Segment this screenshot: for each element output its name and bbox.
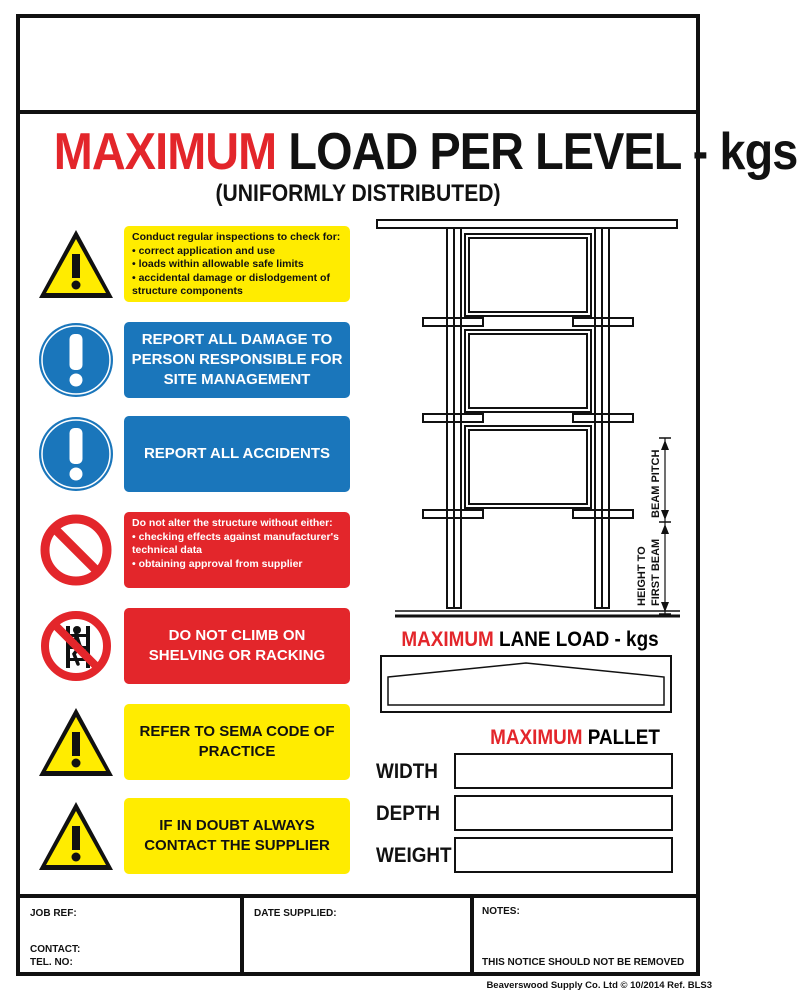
inspections-intro: Conduct regular inspections to check for: — [132, 231, 341, 243]
list-item: • correct application and use — [132, 245, 342, 259]
lane-load-title — [395, 628, 665, 652]
width-field[interactable] — [454, 753, 673, 789]
racking-diagram — [375, 218, 680, 618]
no-alter-panel — [124, 512, 350, 588]
mandatory-exclamation-icon — [36, 322, 116, 398]
notice-row-no-climb — [36, 608, 354, 684]
no-climb-text: DO NOT CLIMB ON SHELVING OR RACKING — [148, 627, 326, 664]
rack-load-notice — [16, 14, 797, 976]
weight-field[interactable] — [454, 837, 673, 873]
depth-field[interactable] — [454, 795, 673, 831]
no-climb-panel — [124, 608, 350, 684]
list-item: • obtaining approval from supplier — [132, 558, 342, 572]
no-climbing-icon — [36, 608, 116, 684]
date-supplied-cell[interactable] — [244, 898, 474, 972]
lane-maximum: MAXIMUM — [401, 628, 494, 651]
contact-label: CONTACT: — [30, 944, 81, 955]
no-alter-list — [132, 531, 342, 572]
job-ref-cell[interactable] — [20, 898, 244, 972]
notice-row-report-accidents — [36, 416, 354, 492]
report-accidents-text: REPORT ALL ACCIDENTS — [143, 445, 331, 462]
title-load-per-level: LOAD PER LEVEL - kgs — [288, 123, 797, 181]
list-item: • accidental damage or dislodgement of structure components — [132, 272, 342, 299]
sema-text: REFER TO SEMA CODE OF PRACTICE — [139, 723, 335, 760]
width-label: WIDTH — [376, 760, 438, 783]
in-doubt-panel — [124, 798, 350, 874]
pallet-title — [472, 726, 679, 750]
tel-label: TEL. NO: — [30, 957, 73, 968]
inspections-list — [132, 245, 342, 299]
publisher-credit: Beaverswood Supply Co. Ltd © 10/2014 Ref. BLS3 — [486, 980, 712, 991]
mandatory-exclamation-icon — [36, 416, 116, 492]
notes-label: NOTES: — [482, 906, 520, 917]
in-doubt-text: IF IN DOUBT ALWAYS CONTACT THE SUPPLIER — [144, 817, 330, 854]
notice-row-in-doubt — [36, 798, 354, 874]
depth-label: DEPTH — [376, 802, 441, 825]
inspections-panel — [124, 226, 350, 302]
warning-triangle-icon — [36, 704, 116, 780]
sema-panel — [124, 704, 350, 780]
notice-row-sema — [36, 704, 354, 780]
do-not-remove-notice: THIS NOTICE SHOULD NOT BE REMOVED — [482, 957, 685, 968]
height-first-beam-label-2: FIRST BEAM — [650, 538, 662, 606]
lane-load-text: LANE LOAD - kgs — [499, 628, 659, 651]
pallet-maximum: MAXIMUM — [490, 726, 583, 749]
weight-label: WEIGHT — [376, 844, 452, 867]
warning-triangle-icon — [36, 226, 116, 302]
report-damage-panel — [124, 322, 350, 398]
report-damage-text: REPORT ALL DAMAGE TO PERSON RESPONSIBLE FOR SITE MANAGEMENT — [131, 331, 343, 388]
beam-pitch-label: BEAM PITCH — [650, 449, 662, 518]
lane-load-field[interactable] — [380, 655, 672, 713]
date-supplied-label: DATE SUPPLIED: — [254, 908, 337, 919]
footer-table — [20, 894, 696, 972]
job-ref-label: JOB REF: — [30, 908, 77, 919]
notice-row-inspections — [36, 226, 354, 302]
blank-header-area — [20, 18, 696, 114]
prohibition-icon — [36, 512, 116, 588]
notice-row-no-alter — [36, 512, 354, 588]
page-title — [53, 123, 797, 181]
no-alter-intro: Do not alter the structure without either: — [132, 517, 333, 529]
report-accidents-panel — [124, 416, 350, 492]
title-maximum: MAXIMUM — [53, 123, 277, 181]
notice-row-report-damage — [36, 322, 354, 398]
notes-cell[interactable] — [474, 898, 696, 972]
warning-triangle-icon — [36, 798, 116, 874]
page-subtitle: (UNIFORMLY DISTRIBUTED) — [215, 180, 501, 207]
height-first-beam-label-1: HEIGHT TO — [636, 546, 648, 606]
pallet-text: PALLET — [587, 726, 660, 749]
list-item: • checking effects against manufacturer's technical data — [132, 531, 342, 558]
list-item: • loads within allowable safe limits — [132, 258, 342, 272]
